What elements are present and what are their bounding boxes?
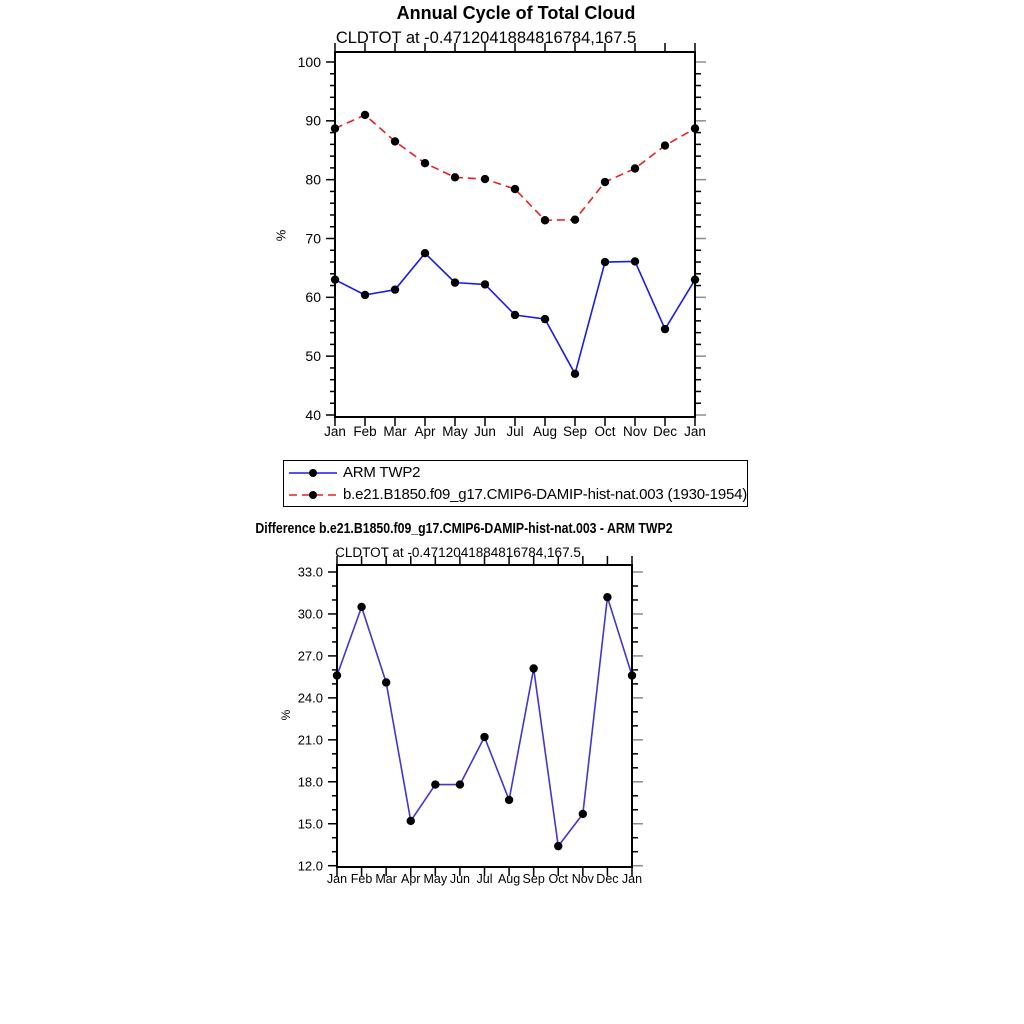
- bottom-chart: [298, 556, 643, 886]
- svg-text:Feb: Feb: [353, 424, 377, 439]
- svg-text:50: 50: [305, 348, 321, 365]
- svg-text:18.0: 18.0: [297, 774, 323, 790]
- bottom-chart-subtitle: CLDTOT at -0.4712041884816784,167.5: [335, 545, 581, 560]
- svg-text:Jul: Jul: [476, 872, 493, 886]
- svg-text:May: May: [423, 872, 448, 886]
- series-difference: [333, 593, 636, 850]
- legend-item-model: [287, 484, 747, 505]
- svg-text:40: 40: [305, 406, 321, 423]
- svg-text:Apr: Apr: [414, 424, 436, 439]
- svg-text:60: 60: [305, 289, 321, 306]
- svg-text:Jun: Jun: [474, 424, 496, 439]
- svg-text:100: 100: [297, 53, 321, 70]
- svg-text:24.0: 24.0: [297, 690, 323, 706]
- svg-text:Aug: Aug: [532, 424, 558, 439]
- top-chart: [298, 43, 706, 439]
- series-arm-twp2: [331, 249, 699, 378]
- bottom-chart-ylabel: %: [279, 709, 293, 721]
- svg-text:Jul: Jul: [506, 424, 524, 439]
- svg-text:Mar: Mar: [375, 872, 397, 886]
- top-chart-subtitle: CLDTOT at -0.4712041884816784,167.5: [335, 29, 637, 47]
- svg-text:Jan: Jan: [324, 424, 346, 439]
- svg-text:Nov: Nov: [622, 424, 648, 439]
- svg-text:Jun: Jun: [449, 872, 470, 886]
- svg-text:Oct: Oct: [548, 872, 568, 886]
- svg-text:Sep: Sep: [562, 424, 588, 439]
- svg-text:Sep: Sep: [522, 872, 545, 886]
- svg-text:30.0: 30.0: [297, 606, 323, 622]
- top-chart-title: Annual Cycle of Total Cloud: [396, 3, 636, 23]
- svg-text:Mar: Mar: [383, 424, 407, 439]
- bottom-chart-title: Difference b.e21.B1850.f09_g17.CMIP6-DAMIP-hist-nat.003 - ARM TWP2: [255, 520, 673, 537]
- svg-text:Nov: Nov: [571, 872, 594, 886]
- svg-text:27.0: 27.0: [297, 648, 323, 664]
- top-chart-ylabel: %: [273, 229, 289, 242]
- legend-marker-dot: [309, 491, 317, 499]
- legend-label-model: b.e21.B1850.f09_g17.CMIP6-DAMIP-hist-nat.003 (1930-1954): [343, 486, 748, 503]
- svg-text:90: 90: [305, 112, 321, 129]
- svg-text:12.0: 12.0: [297, 858, 323, 874]
- series-model: [331, 111, 699, 225]
- legend-label-arm-twp2: ARM TWP2: [343, 464, 421, 481]
- legend-marker-dot: [309, 469, 317, 477]
- svg-text:Feb: Feb: [350, 872, 373, 886]
- svg-text:Aug: Aug: [497, 872, 521, 886]
- legend-sample-dashed-line: [287, 486, 339, 504]
- legend-box: [283, 460, 748, 507]
- svg-text:70: 70: [305, 230, 321, 247]
- svg-text:Jan: Jan: [684, 424, 706, 439]
- legend-item-arm-twp2: [287, 462, 747, 483]
- svg-text:Jan: Jan: [621, 872, 643, 886]
- svg-text:Apr: Apr: [401, 872, 421, 886]
- svg-text:Jan: Jan: [326, 872, 348, 886]
- svg-text:21.0: 21.0: [297, 732, 323, 748]
- svg-text:Oct: Oct: [594, 424, 616, 439]
- svg-text:33.0: 33.0: [297, 564, 323, 580]
- svg-text:Dec: Dec: [652, 424, 678, 439]
- svg-text:May: May: [442, 424, 468, 439]
- legend-sample-solid-line: [287, 464, 339, 482]
- svg-text:80: 80: [305, 171, 321, 188]
- svg-text:15.0: 15.0: [297, 816, 323, 832]
- svg-text:Dec: Dec: [596, 872, 619, 886]
